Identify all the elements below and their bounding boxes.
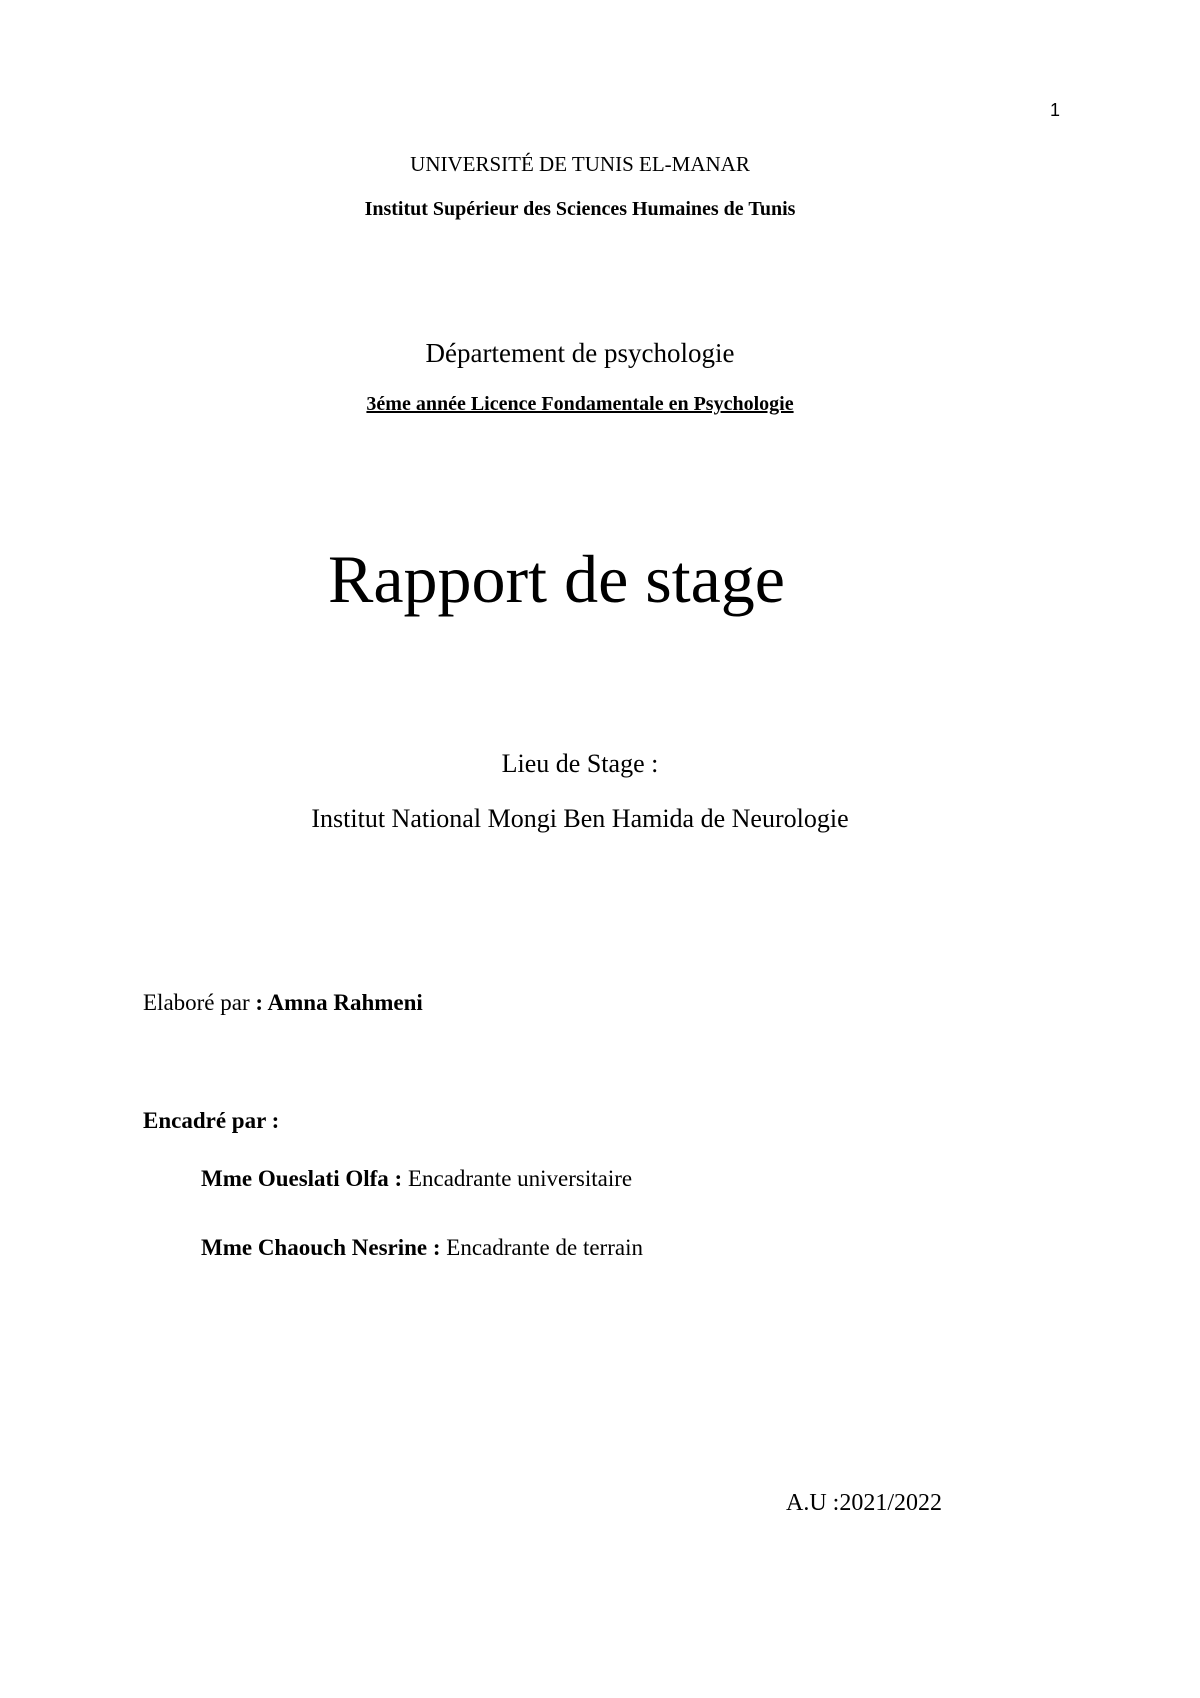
supervisor-line (201, 1166, 632, 1192)
academic-year: A.U :2021/2022 (786, 1490, 942, 1516)
author-separator: : (249, 990, 268, 1015)
supervisor-name: Mme Chaouch Nesrine : (201, 1235, 441, 1260)
report-title: Rapport de stage (328, 541, 785, 617)
institute-name: Institut Supérieur des Sciences Humaines de Tunis (364, 198, 796, 220)
page-number: 1 (1049, 100, 1060, 120)
supervisor-name: Mme Oueslati Olfa : (201, 1166, 403, 1191)
department-name: Département de psychologie (425, 338, 735, 368)
program-name: 3éme année Licence Fondamentale en Psychologie (366, 393, 794, 415)
supervisor-role: Encadrante universitaire (407, 1166, 633, 1191)
author-line (143, 990, 423, 1016)
venue-name: Institut National Mongi Ben Hamida de Neurologie (311, 804, 849, 833)
author-name: Amna Rahmeni (267, 990, 423, 1015)
venue-label: Lieu de Stage : (501, 749, 659, 778)
supervisor-line (201, 1235, 643, 1261)
university-name: UNIVERSITÉ DE TUNIS EL-MANAR (410, 152, 750, 176)
supervision-label: Encadré par : (143, 1108, 280, 1133)
supervisor-role: Encadrante de terrain (446, 1235, 643, 1260)
author-label: Elaboré par (143, 990, 250, 1015)
